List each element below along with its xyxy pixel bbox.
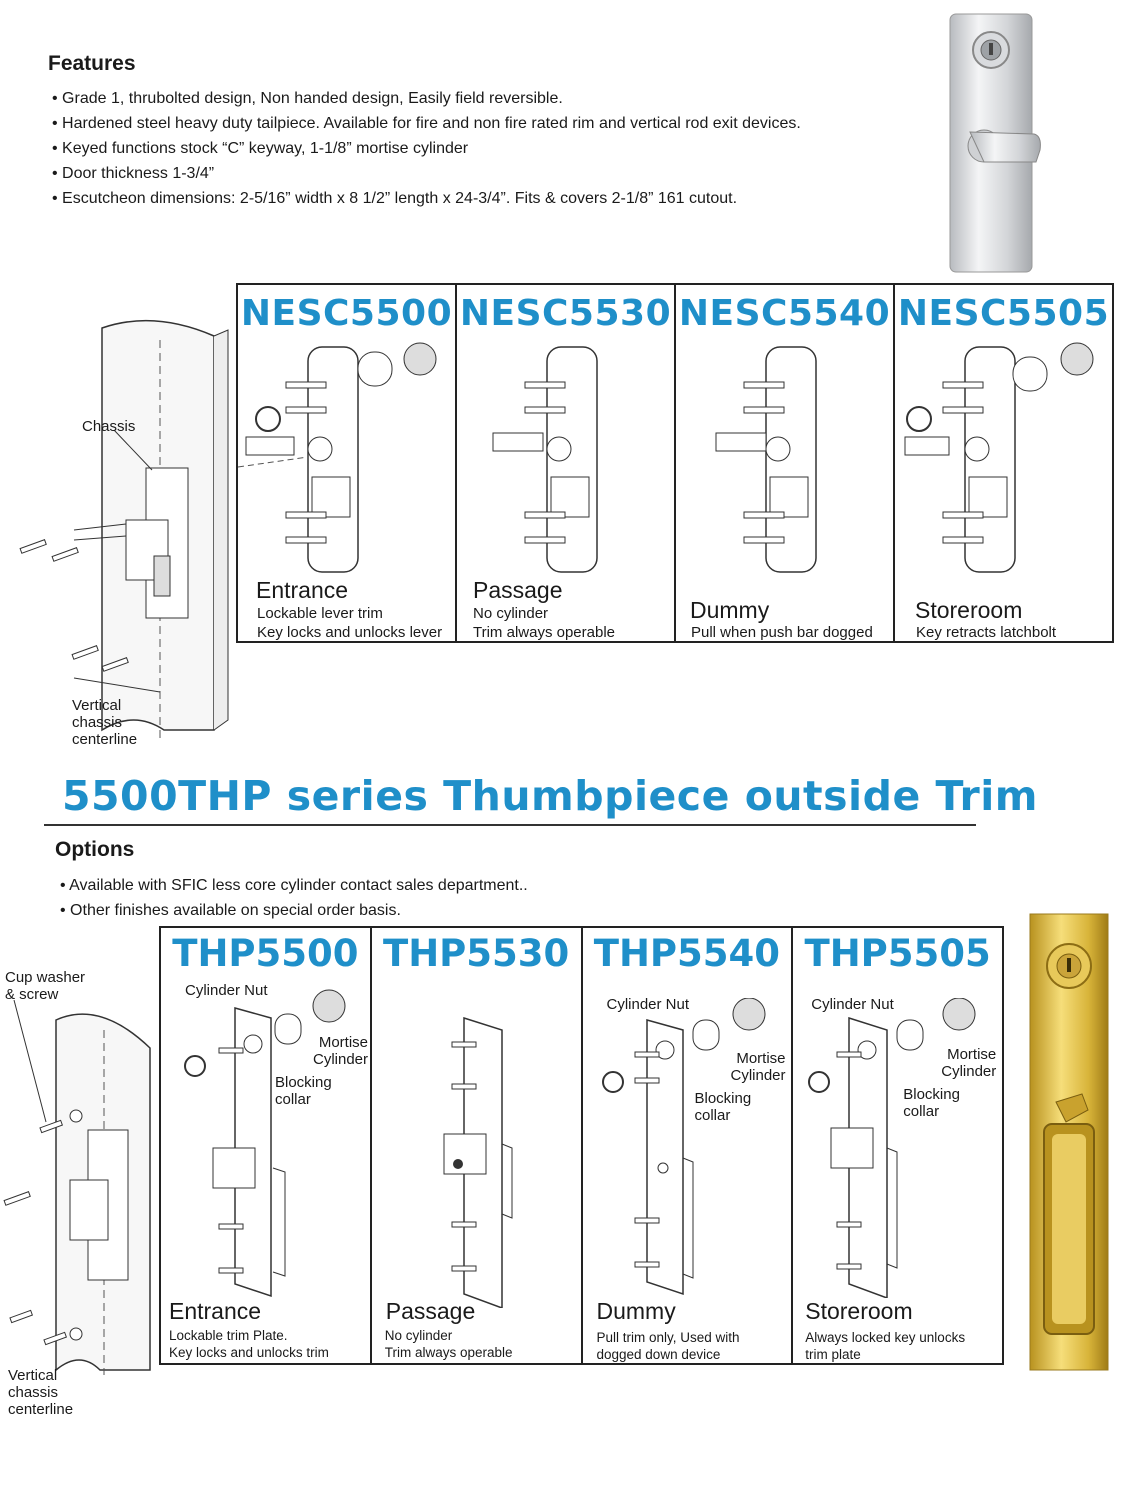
model-name: NESC5540: [678, 293, 891, 334]
trim-exploded-diagram: [676, 337, 894, 577]
mortise-cylinder-label: Mortise Cylinder: [313, 1034, 369, 1068]
function-name: Passage: [385, 1298, 476, 1324]
feature-item: • Door thickness 1-3/4”: [52, 161, 801, 186]
trim-exploded-diagram: [457, 337, 675, 577]
model-name: THP5500: [172, 932, 359, 975]
feature-item: • Grade 1, thrubolted design, Non handed design, Easily field reversible.: [52, 86, 801, 111]
model-name: NESC5500: [240, 293, 453, 334]
mortise-cylinder-label: Mortise Cylinder: [941, 1046, 997, 1080]
model-cell-nesc5505: [895, 285, 1112, 641]
function-desc-1: Lockable trim Plate.: [169, 1328, 288, 1343]
cup-washer-label: Cup washer & screw: [5, 969, 86, 1003]
thp-model-grid: [159, 926, 1004, 1365]
function-desc-1: No cylinder: [384, 1328, 453, 1343]
blocking-collar-label: Blocking collar: [694, 1090, 752, 1124]
trim-plate-diagram: [161, 988, 371, 1298]
cylinder-nut-label: Cylinder Nut: [606, 996, 690, 1013]
option-item: • Available with SFIC less core cylinder contact sales department..: [60, 873, 528, 898]
function-name: Dummy: [690, 597, 770, 623]
function-name: Storeroom: [805, 1298, 913, 1324]
trim-plate-diagram: [793, 998, 1002, 1298]
feature-item: • Escutcheon dimensions: 2-5/16” width x 8 1/2” length x 24-3/4”. Fits & covers 2-1/8” 161 cutout.: [52, 186, 801, 211]
function-name: Passage: [473, 577, 563, 603]
options-heading: Options: [55, 838, 135, 861]
function-name: Storeroom: [915, 597, 1023, 623]
chassis-label: Chassis: [82, 418, 136, 435]
blocking-collar-label: Blocking collar: [275, 1074, 332, 1108]
model-cell-nesc5530: [457, 285, 676, 641]
lever-trim-photo: [936, 10, 1046, 276]
function-name: Dummy: [596, 1298, 676, 1324]
function-desc-2: trim plate: [805, 1347, 861, 1362]
function-desc-2: Trim always operable: [473, 624, 615, 641]
function-desc-1: Pull when push bar dogged: [691, 624, 873, 641]
function-desc-1: Key retracts latchbolt: [916, 624, 1057, 641]
function-desc-2: Key locks and unlocks trim: [169, 1345, 329, 1360]
trim-plate-diagram: [372, 1008, 582, 1308]
door-chassis-diagram: [14, 300, 236, 750]
brass-trim-photo: [1026, 912, 1112, 1374]
function-desc-2: Trim always operable: [384, 1345, 513, 1360]
vertical-centerline-label: Vertical chassis centerline: [8, 1367, 74, 1418]
door-thp-diagram: [0, 1000, 160, 1380]
model-cell-thp5540: [583, 928, 794, 1363]
section-divider: [44, 824, 976, 826]
function-desc-2: Key locks and unlocks lever: [257, 624, 443, 641]
model-cell-thp5530: [372, 928, 583, 1363]
model-name: NESC5505: [897, 293, 1110, 334]
features-list: [52, 86, 801, 211]
function-desc-1: Always locked key unlocks: [805, 1330, 966, 1345]
function-name: Entrance: [169, 1298, 262, 1324]
blocking-collar-label: Blocking collar: [903, 1086, 960, 1120]
trim-exploded-diagram: [238, 337, 456, 577]
model-name: THP5540: [593, 932, 781, 975]
model-name: NESC5530: [459, 293, 672, 334]
function-desc-1: Lockable lever trim: [257, 605, 383, 622]
function-desc-1: No cylinder: [473, 605, 549, 622]
function-desc-1: Pull trim only, Used with: [596, 1330, 740, 1345]
feature-item: • Keyed functions stock “C” keyway, 1-1/8” mortise cylinder: [52, 136, 801, 161]
model-cell-nesc5500: [238, 285, 457, 641]
model-name: THP5530: [382, 932, 570, 975]
vertical-centerline-label: Vertical chassis centerline: [72, 697, 138, 748]
function-desc-2: dogged down device: [596, 1347, 721, 1362]
features-heading: Features: [48, 52, 136, 75]
trim-exploded-diagram: [895, 337, 1112, 577]
option-item: • Other finishes available on special order basis.: [60, 898, 528, 923]
series-title: 5500THP series Thumbpiece outside Trim: [62, 772, 1038, 820]
cylinder-nut-label: Cylinder Nut: [185, 982, 268, 999]
trim-plate-diagram: [583, 998, 793, 1298]
function-name: Entrance: [256, 577, 349, 603]
feature-item: • Hardened steel heavy duty tailpiece. Available for fire and non fire rated rim and vertical rod exit devices.: [52, 111, 801, 136]
model-cell-nesc5540: [676, 285, 895, 641]
mortise-cylinder-label: Mortise Cylinder: [730, 1050, 786, 1084]
nesc-model-grid: [236, 283, 1114, 643]
options-list: [60, 873, 528, 923]
model-name: THP5505: [804, 932, 991, 975]
cylinder-nut-label: Cylinder Nut: [811, 996, 894, 1013]
model-cell-thp5500: [161, 928, 372, 1363]
model-cell-thp5505: [793, 928, 1002, 1363]
